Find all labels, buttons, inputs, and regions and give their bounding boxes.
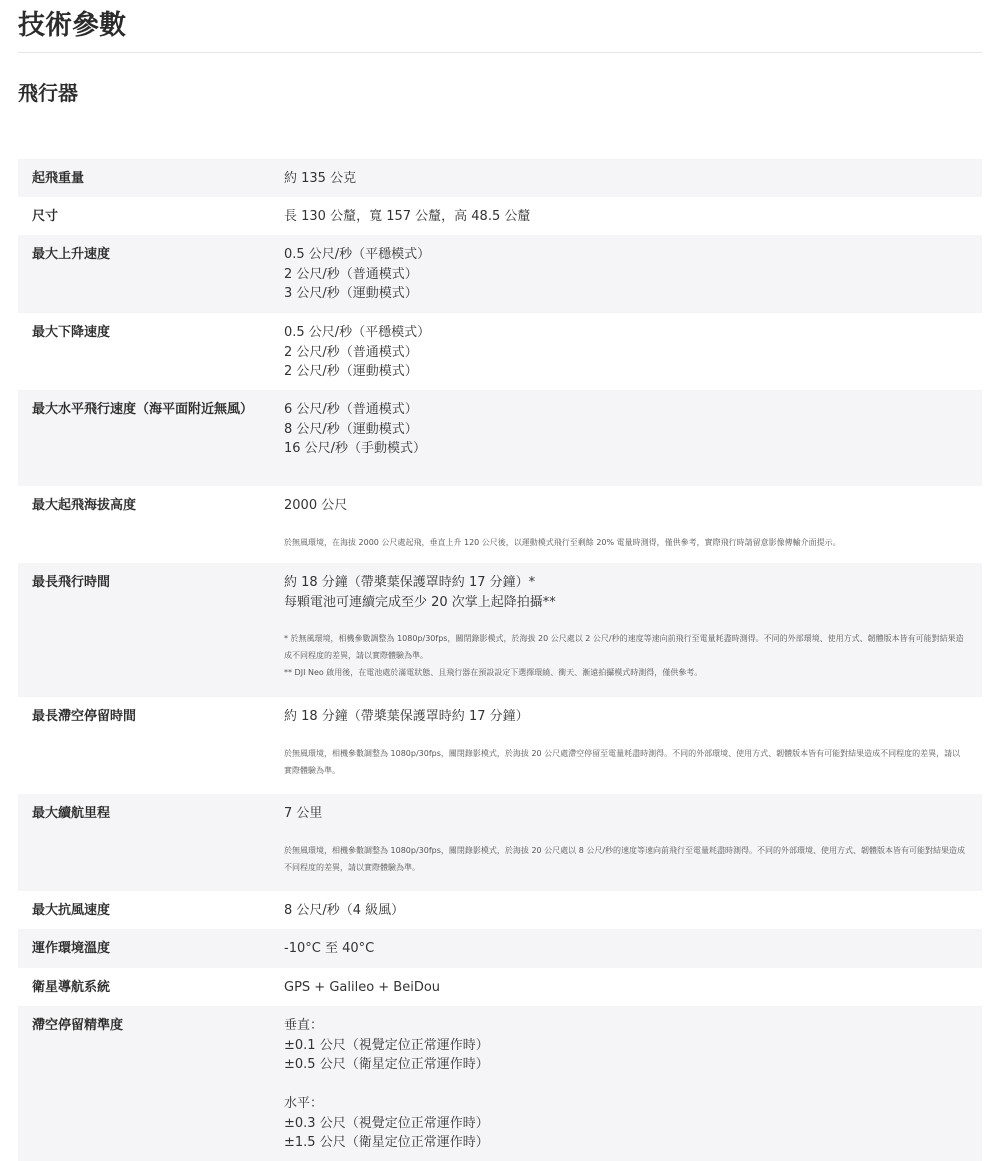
spec-value-line: 0.5 公尺/秒（平穩模式） [284,247,431,262]
footnote-text: 於無風環境，在海拔 2000 公尺處起飛，垂直上升 120 公尺後，以運動模式飛行至剩餘 20% 電量時測得，僅供參考，實際飛行時請留意影像傳輸介面提示。 [284,537,841,547]
spec-value-line: 約 135 公克 [284,171,357,186]
spec-value-line: ±0.3 公尺（視覺定位正常運作時） [284,1115,489,1131]
spec-value-line: 水平： [284,1096,324,1111]
spec-value-line: 長 130 公釐，寬 157 公釐，高 48.5 公釐 [284,209,531,224]
spec-value [270,245,982,313]
spec-value-line: ±0.5 公尺（衛星定位正常運作時） [284,1057,489,1072]
spec-footnote [284,842,968,876]
spec-label: 最大抗風速度 [32,903,111,918]
spec-row [18,313,982,390]
spec-value [270,573,982,697]
spec-label: 最長飛行時間 [32,575,111,590]
spec-value-line: 8 公尺/秒（運動模式） [284,421,418,437]
footnote-text: ** DJI Neo 啟用後，在電池處於滿電狀態、且飛行器在預設設定下選擇環繞、衝天、漸遠拍攝模式時測得，僅供參考。 [284,668,703,677]
spec-footnote [284,630,968,681]
spec-row [18,390,982,486]
spec-label: 最大下降速度 [32,325,111,340]
spec-value-line: 16 公尺/秒（手動模式） [284,441,427,456]
spec-label: 最大上升速度 [32,247,111,262]
spec-value-line: 7 公里 [284,806,323,821]
spec-label: 最大水平飛行速度（海平面附近無風） [32,402,254,417]
spec-value [270,169,982,197]
spec-value [270,1016,982,1161]
spec-label: 最大續航里程 [32,806,111,821]
spec-value-line: ±1.5 公尺（衛星定位正常運作時） [284,1135,489,1150]
spec-row [18,235,982,313]
spec-value-line: 0.5 公尺/秒（平穩模式） [284,325,431,340]
spec-value [270,400,982,486]
spec-value [270,207,982,235]
footnote-text: 於無風環境，相機參數調整為 1080p/30fps，關閉錄影模式，於海拔 20 公尺處滯空停留至電量耗盡時測得。不同的外部環境、使用方式、韌體版本皆有可能對結果造成不同程度的差異，請以實際體驗為準。 [284,748,961,775]
spec-value-line: 每顆電池可連續完成至少 20 次掌上起降拍攝** [284,594,556,610]
spec-value-line: 2000 公尺 [284,498,348,513]
spec-row [18,697,982,794]
spec-value [270,804,982,891]
spec-label: 起飛重量 [32,171,85,186]
section-title: 飛行器 [18,81,78,105]
page-title: 技術參數 [18,0,982,53]
spec-value [270,496,982,563]
spec-label: 最大起飛海拔高度 [32,498,137,513]
spec-value-line: 2 公尺/秒（普通模式） [284,266,418,282]
spec-label: 最長滯空停留時間 [32,709,137,724]
spec-value-line: 約 18 分鐘（帶槳葉保護罩時約 17 分鐘） [284,709,529,724]
spec-label: 運作環境溫度 [32,941,111,956]
spec-value-line: 8 公尺/秒（4 級風） [284,903,405,918]
spec-value [270,978,982,1006]
spec-row [18,486,982,563]
spec-value-line: GPS + Galileo + BeiDou [284,980,441,995]
spec-value-line: 3 公尺/秒（運動模式） [284,286,418,301]
spec-row [18,891,982,929]
footnote-text: 於無風環境，相機參數調整為 1080p/30fps，關閉錄影模式，於海拔 20 公尺處以 8 公尺/秒的速度等速向前飛行至電量耗盡時測得。不同的外部環境、使用方式、韌體版本皆有可能對結果造成不同程度的差異，請以實際體驗為準。 [284,845,966,872]
spec-value [270,323,982,390]
spec-label: 尺寸 [32,209,59,224]
spec-row [18,1006,982,1161]
spec-value-line [284,1075,968,1095]
spec-value-line: -10°C 至 40°C [284,941,375,956]
spec-value [270,707,982,794]
spec-row [18,563,982,697]
spec-row [18,968,982,1006]
spec-row [18,159,982,197]
spec-footnote [284,534,968,551]
spec-label: 衛星導航系統 [32,980,111,995]
spec-row [18,794,982,891]
spec-row [18,197,982,235]
spec-value-line: 約 18 分鐘（帶槳葉保護罩時約 17 分鐘）* [284,575,536,590]
footnote-text: * 於無風環境，相機參數調整為 1080p/30fps，關閉錄影模式，於海拔 20 公尺處以 2 公尺/秒的速度等速向前飛行至電量耗盡時測得。不同的外部環境、使用方式、韌體版本皆有可能對結果造成不同程度的差異，請以實際體驗為準。 [284,634,964,660]
spec-value-line: ±0.1 公尺（視覺定位正常運作時） [284,1037,489,1053]
spec-value-line: 2 公尺/秒（運動模式） [284,364,418,379]
spec-value [270,901,982,929]
spec-table [18,159,982,1161]
spec-label: 滯空停留精準度 [32,1018,124,1033]
spec-value-line: 2 公尺/秒（普通模式） [284,344,418,360]
spec-row [18,929,982,968]
spec-footnote [284,745,968,779]
spec-value [270,939,982,968]
spec-value-line: 垂直： [284,1018,324,1033]
spec-value-line: 6 公尺/秒（普通模式） [284,402,418,417]
